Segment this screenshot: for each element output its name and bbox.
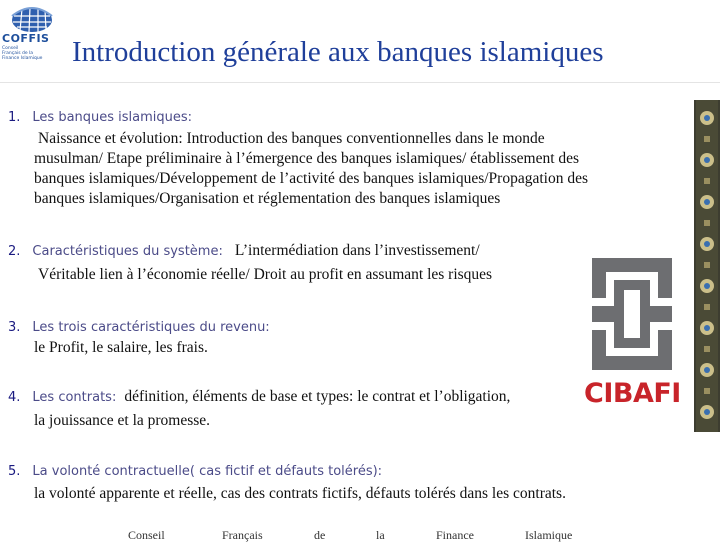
section-text-line: le Profit, le salaire, les frais. xyxy=(34,339,208,356)
coffis-subtitle: Conseil Français de la Finance Islamique xyxy=(2,46,43,61)
section-number: 4. xyxy=(8,390,21,405)
title-divider xyxy=(0,82,720,83)
footer-word: Français xyxy=(222,528,263,542)
section-text-line: Véritable lien à l’économie réelle/ Droit au profit en assumant les risques xyxy=(38,266,493,283)
cibafi-emblem-icon xyxy=(584,254,680,374)
section-text-line: musulman/ Etape préliminaire à l’émergence des banques islamiques/ établissement des xyxy=(34,150,580,167)
section-text-line: la volonté apparente et réelle, cas des contrats fictifs, défauts tolérés dans les contrats. xyxy=(34,485,566,502)
section-number: 3. xyxy=(8,320,21,335)
section-heading: Les trois caractéristiques du revenu: xyxy=(32,320,270,335)
footer-word: Conseil xyxy=(128,528,165,542)
section-heading: La volonté contractuelle( cas fictif et défauts tolérés): xyxy=(32,464,383,479)
footer-word: Finance xyxy=(436,528,474,542)
section-text-line: banques islamiques/Développement de l’activité des banques islamiques/Propagation des xyxy=(34,170,588,187)
section-number: 2. xyxy=(8,244,21,259)
footer-word: de xyxy=(314,528,326,542)
cibafi-logo xyxy=(584,254,680,414)
footer-word: la xyxy=(376,528,385,542)
slide-title: Introduction générale aux banques islamiques xyxy=(72,36,604,68)
section-number: 1. xyxy=(8,110,21,125)
section-text-line: définition, éléments de base et types: le contrat et l’obligation, xyxy=(124,388,511,405)
section-heading: Caractéristiques du système: xyxy=(32,244,223,259)
cibafi-wordmark: CIBAFI xyxy=(584,378,681,409)
coffis-logo xyxy=(2,2,58,62)
section-text-line: banques islamiques/Organisation et réglementation des banques islamiques xyxy=(34,190,501,207)
coffis-brand-text: COFFIS xyxy=(2,32,50,45)
section-text-line: L’intermédiation dans l’investissement/ xyxy=(234,242,480,259)
section-number: 5. xyxy=(8,464,21,479)
globe-grid-icon xyxy=(10,2,54,32)
ornament-pattern-icon xyxy=(694,100,720,432)
footer-word: Islamique xyxy=(525,528,573,542)
section-text-line: la jouissance et la promesse. xyxy=(34,412,211,429)
section-heading: Les banques islamiques: xyxy=(32,110,193,125)
section-text-line: Naissance et évolution: Introduction des banques conventionnelles dans le monde xyxy=(38,130,545,147)
ornamental-border xyxy=(694,100,720,432)
section-heading: Les contrats: xyxy=(32,390,117,405)
